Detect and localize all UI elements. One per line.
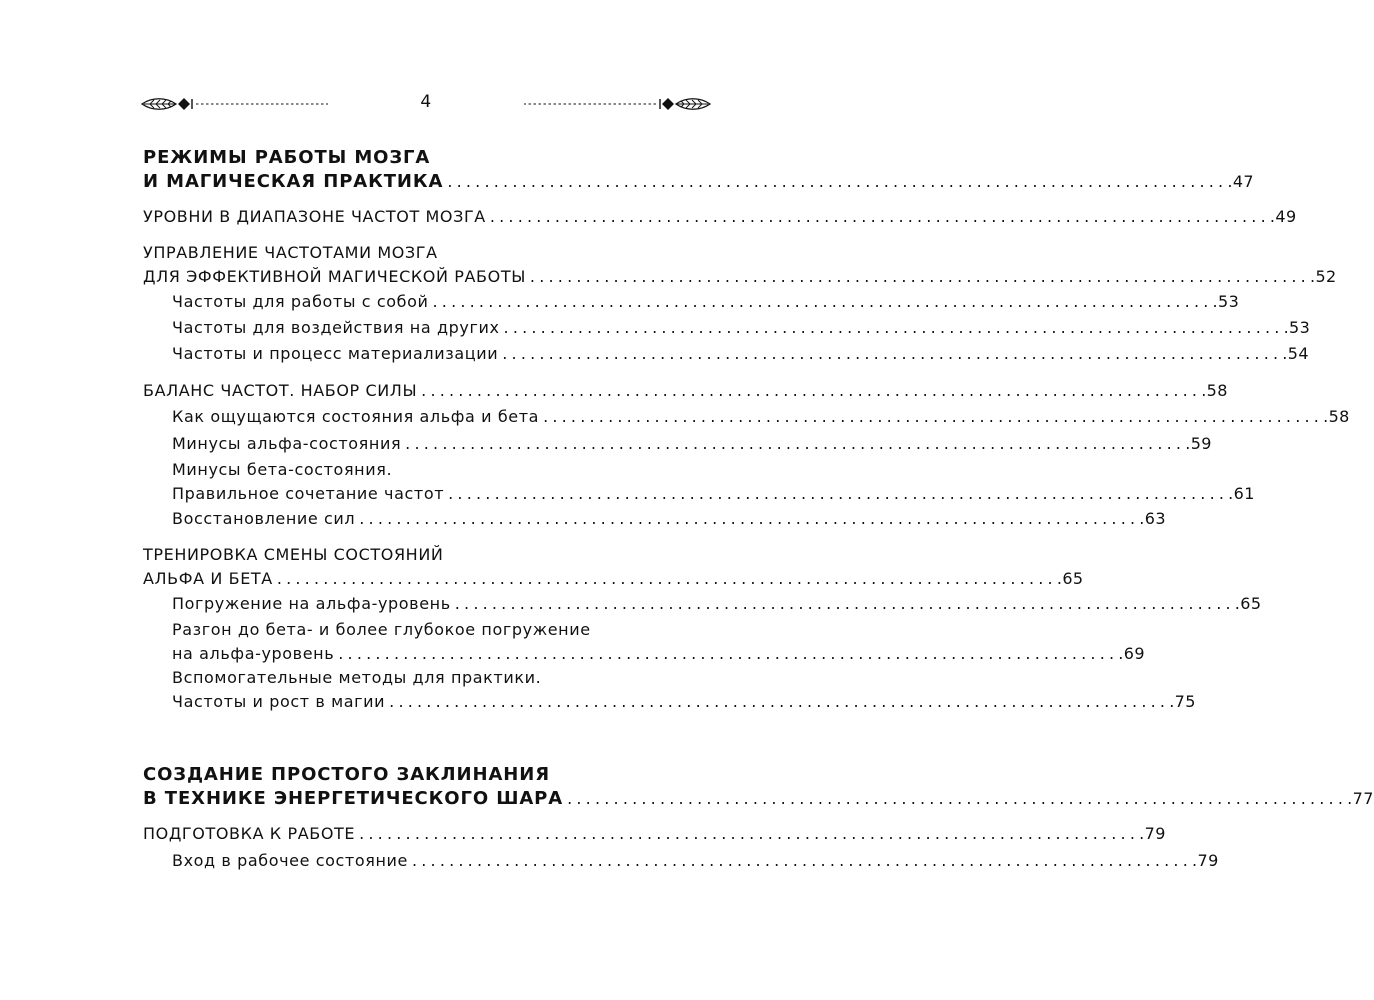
toc-subsection[interactable] [172,618,1145,666]
toc-subsection[interactable] [172,432,1212,456]
toc-title-line: ПОДГОТОВКА К РАБОТЕ [143,824,356,843]
toc-subsection[interactable] [172,405,1350,429]
toc-page-number: .58 [1201,381,1228,400]
toc-title-line: Частоты и процесс материализации [172,344,499,363]
toc-title-line: Разгон до бета- и более глубокое погружение [172,620,591,639]
toc-section[interactable] [143,379,1228,403]
page-header [140,90,712,118]
dot-leader: .................................................................................... [411,851,1192,870]
toc-title-line: Вход в рабочее состояние [172,851,408,870]
toc-section[interactable] [143,822,1166,846]
toc-title-line: на альфа-уровень [172,644,335,663]
toc-chapter[interactable] [143,146,1255,194]
dot-leader: .................................................................................... [405,434,1186,453]
dot-leader: .................................................................................... [447,172,1228,191]
toc-title-line: Частоты и рост в магии [172,692,386,711]
toc-title-line: УРОВНИ В ДИАПАЗОНЕ ЧАСТОТ МОЗГА [143,207,486,226]
toc-title-line: Вспомогательные методы для практики. [172,668,542,687]
toc-title-line: Восстановление сил [172,509,356,528]
dot-leader: .................................................................................... [389,692,1170,711]
toc-page-number: .53 [1283,318,1311,337]
feather-ornament-icon [522,96,712,112]
dot-leader: .................................................................................... [359,509,1140,528]
toc-title-line: ТРЕНИРОВКА СМЕНЫ СОСТОЯНИЙ [143,545,444,564]
toc-page-number: .79 [1192,851,1219,870]
toc-title-line: БАЛАНС ЧАСТОТ. НАБОР СИЛЫ [143,381,418,400]
toc-page-number: .58 [1323,407,1350,426]
toc-page-number: .63 [1139,509,1166,528]
toc-page-number: .54 [1282,344,1309,363]
dot-leader: .................................................................................... [421,381,1202,400]
toc-page-number: .75 [1169,692,1196,711]
toc-subsection[interactable] [172,290,1240,314]
toc-subsection[interactable] [172,849,1219,873]
toc-page-number: .65 [1056,569,1084,588]
dot-leader: .................................................................................... [502,344,1283,363]
dot-leader: .................................................................................... [454,594,1235,613]
toc-title-line: Минусы альфа-состояния [172,434,402,453]
toc-title-line: Погружение на альфа-уровень [172,594,451,613]
toc-page-number: .52 [1309,267,1337,286]
toc-page-number: .77 [1347,789,1374,808]
page-number: 4 [420,92,432,112]
toc-title-line: И МАГИЧЕСКАЯ ПРАКТИКА [143,171,444,192]
dot-leader: .................................................................................... [567,789,1348,808]
toc-title-line: РЕЖИМЫ РАБОТЫ МОЗГА [143,147,431,168]
toc-page-number: .69 [1118,644,1145,663]
toc-section[interactable] [143,543,1084,591]
toc-page-number: .49 [1269,207,1297,226]
toc-chapter[interactable] [143,763,1374,811]
dot-leader: .................................................................................... [503,318,1284,337]
toc-title-line: Частоты для воздействия на других [172,318,500,337]
toc-title-line: Минусы бета-состояния. [172,460,393,479]
toc-subsection[interactable] [172,458,1255,506]
toc-section[interactable] [143,205,1297,229]
dot-leader: .................................................................................... [543,407,1324,426]
toc-title-line: СОЗДАНИЕ ПРОСТОГО ЗАКЛИНАНИЯ [143,764,550,785]
toc-title-line: УПРАВЛЕНИЕ ЧАСТОТАМИ МОЗГА [143,243,438,262]
toc-title-line: АЛЬФА И БЕТА [143,569,273,588]
toc-page-number: .65 [1234,594,1262,613]
dot-leader: .................................................................................... [359,824,1140,843]
toc-subsection[interactable] [172,342,1309,366]
dot-leader: .................................................................................... [529,267,1310,286]
toc-subsection[interactable] [172,666,1196,714]
dot-leader: .................................................................................... [489,207,1270,226]
toc-title-line: ДЛЯ ЭФФЕКТИВНОЙ МАГИЧЕСКОЙ РАБОТЫ [143,267,526,286]
toc-section[interactable] [143,241,1337,289]
toc-subsection[interactable] [172,507,1166,531]
dot-leader: .................................................................................... [432,292,1213,311]
toc-title-line: Как ощущаются состояния альфа и бета [172,407,540,426]
dot-leader: .................................................................................... [276,569,1057,588]
toc-subsection[interactable] [172,316,1311,340]
toc-page-number: .47 [1227,172,1255,191]
toc-title-line: В ТЕХНИКЕ ЭНЕРГЕТИЧЕСКОГО ШАРА [143,788,564,809]
toc-page-number: .59 [1185,434,1212,453]
toc-title-line: Частоты для работы с собой [172,292,429,311]
dot-leader: .................................................................................... [448,484,1229,503]
toc-page-number: .61 [1228,484,1255,503]
dot-leader: .................................................................................... [338,644,1119,663]
toc-subsection[interactable] [172,592,1262,616]
toc-page-number: .79 [1139,824,1166,843]
toc-title-line: Правильное сочетание частот [172,484,445,503]
toc-page-number: .53 [1212,292,1240,311]
